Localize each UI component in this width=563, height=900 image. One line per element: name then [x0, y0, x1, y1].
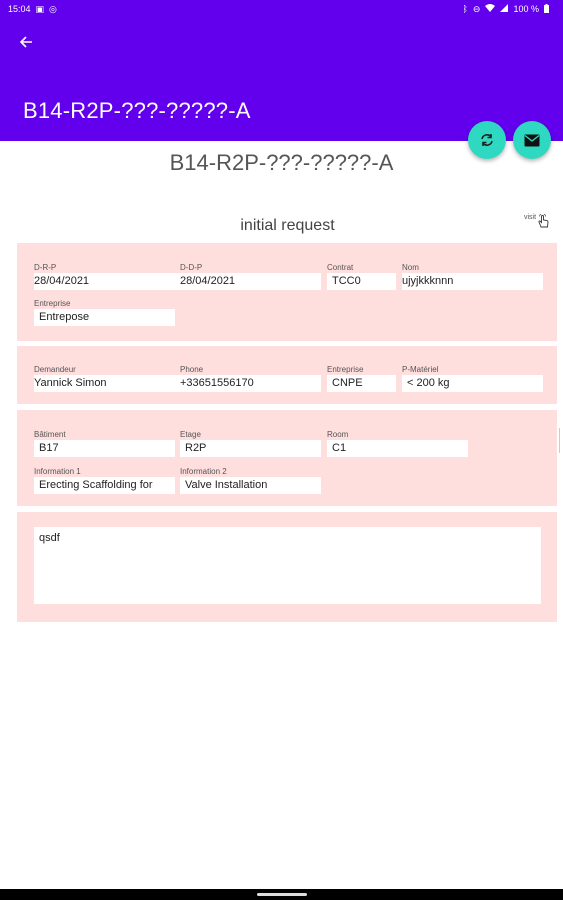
ddp-input[interactable]: 28/04/2021	[180, 273, 321, 290]
page-title: B14-R2P-???-?????-A	[169, 150, 394, 175]
ddp-field	[180, 262, 321, 290]
app-bar-title: B14-R2P-???-?????-A	[23, 98, 251, 123]
nom-field	[402, 262, 543, 290]
entreprise2-field	[327, 364, 396, 392]
entreprise2-label: Entreprise	[327, 365, 364, 374]
room-input[interactable]: C1	[327, 440, 468, 457]
home-handle[interactable]	[257, 893, 307, 896]
entreprise-field	[34, 298, 175, 326]
info2-field	[180, 466, 321, 494]
batiment-input[interactable]: B17	[34, 440, 175, 457]
section-title: initial request	[240, 217, 335, 234]
entreprise-input[interactable]: Entrepose	[34, 309, 175, 326]
scroll-edge	[559, 428, 563, 453]
info2-label: Information 2	[180, 467, 227, 476]
drp-label: D-R-P	[34, 263, 57, 272]
battery-text: 100 %	[513, 4, 539, 14]
info1-input[interactable]: Erecting Scaffolding for	[34, 477, 175, 494]
pmateriel-field	[402, 364, 543, 392]
signal-icon	[500, 4, 508, 14]
bluetooth-icon: ᛒ	[462, 3, 468, 14]
contrat-label: Contrat	[327, 263, 354, 272]
wifi-icon	[485, 4, 495, 14]
panel-requester	[17, 346, 557, 404]
batiment-label: Bâtiment	[34, 430, 66, 439]
room-field	[327, 429, 468, 457]
demandeur-field	[34, 364, 191, 392]
batiment-field	[34, 429, 175, 457]
etage-label: Etage	[180, 430, 201, 439]
mail-icon	[524, 134, 540, 147]
drp-field	[34, 262, 191, 290]
info1-field	[34, 466, 175, 494]
panel-notes	[17, 512, 557, 622]
status-time: 15:04	[8, 4, 31, 14]
battery-icon	[544, 4, 549, 15]
demandeur-input[interactable]: Yannick Simon	[34, 375, 191, 392]
entreprise2-input[interactable]: CNPE	[327, 375, 396, 392]
back-button[interactable]	[14, 30, 38, 54]
visit-link[interactable]	[524, 214, 549, 228]
notification-image-icon: ▣	[35, 3, 45, 14]
nom-label: Nom	[402, 263, 419, 272]
ddp-label: D-D-P	[180, 263, 203, 272]
info1-label: Information 1	[34, 467, 81, 476]
nom-input[interactable]: ujyjkkknnn	[402, 273, 543, 290]
contrat-input[interactable]: TCC0	[327, 273, 396, 290]
panel-dates-contract	[17, 243, 557, 341]
phone-field	[180, 364, 321, 392]
arrow-left-icon	[19, 35, 33, 49]
room-label: Room	[327, 430, 349, 439]
pmateriel-label: P-Matériel	[402, 365, 439, 374]
notes-textarea[interactable]: qsdf	[34, 527, 541, 604]
drp-input[interactable]: 28/04/2021	[34, 273, 191, 290]
phone-input[interactable]: +33651556170	[180, 375, 321, 392]
do-not-disturb-icon: ⊖	[472, 3, 481, 14]
navigation-bar	[0, 889, 563, 900]
visit-label: visit	[524, 214, 537, 221]
entreprise-label: Entreprise	[34, 299, 71, 308]
pmateriel-input[interactable]: < 200 kg	[402, 375, 543, 392]
etage-input[interactable]: R2P	[180, 440, 321, 457]
phone-label: Phone	[180, 365, 204, 374]
etage-field	[180, 429, 321, 457]
notification-app-icon: ◎	[49, 3, 57, 14]
refresh-icon	[479, 132, 495, 148]
status-bar	[0, 0, 563, 18]
demandeur-label: Demandeur	[34, 365, 76, 374]
panel-location	[17, 410, 557, 506]
touch-hand-icon	[537, 214, 549, 228]
info2-input[interactable]: Valve Installation	[180, 477, 321, 494]
contrat-field	[327, 262, 396, 290]
